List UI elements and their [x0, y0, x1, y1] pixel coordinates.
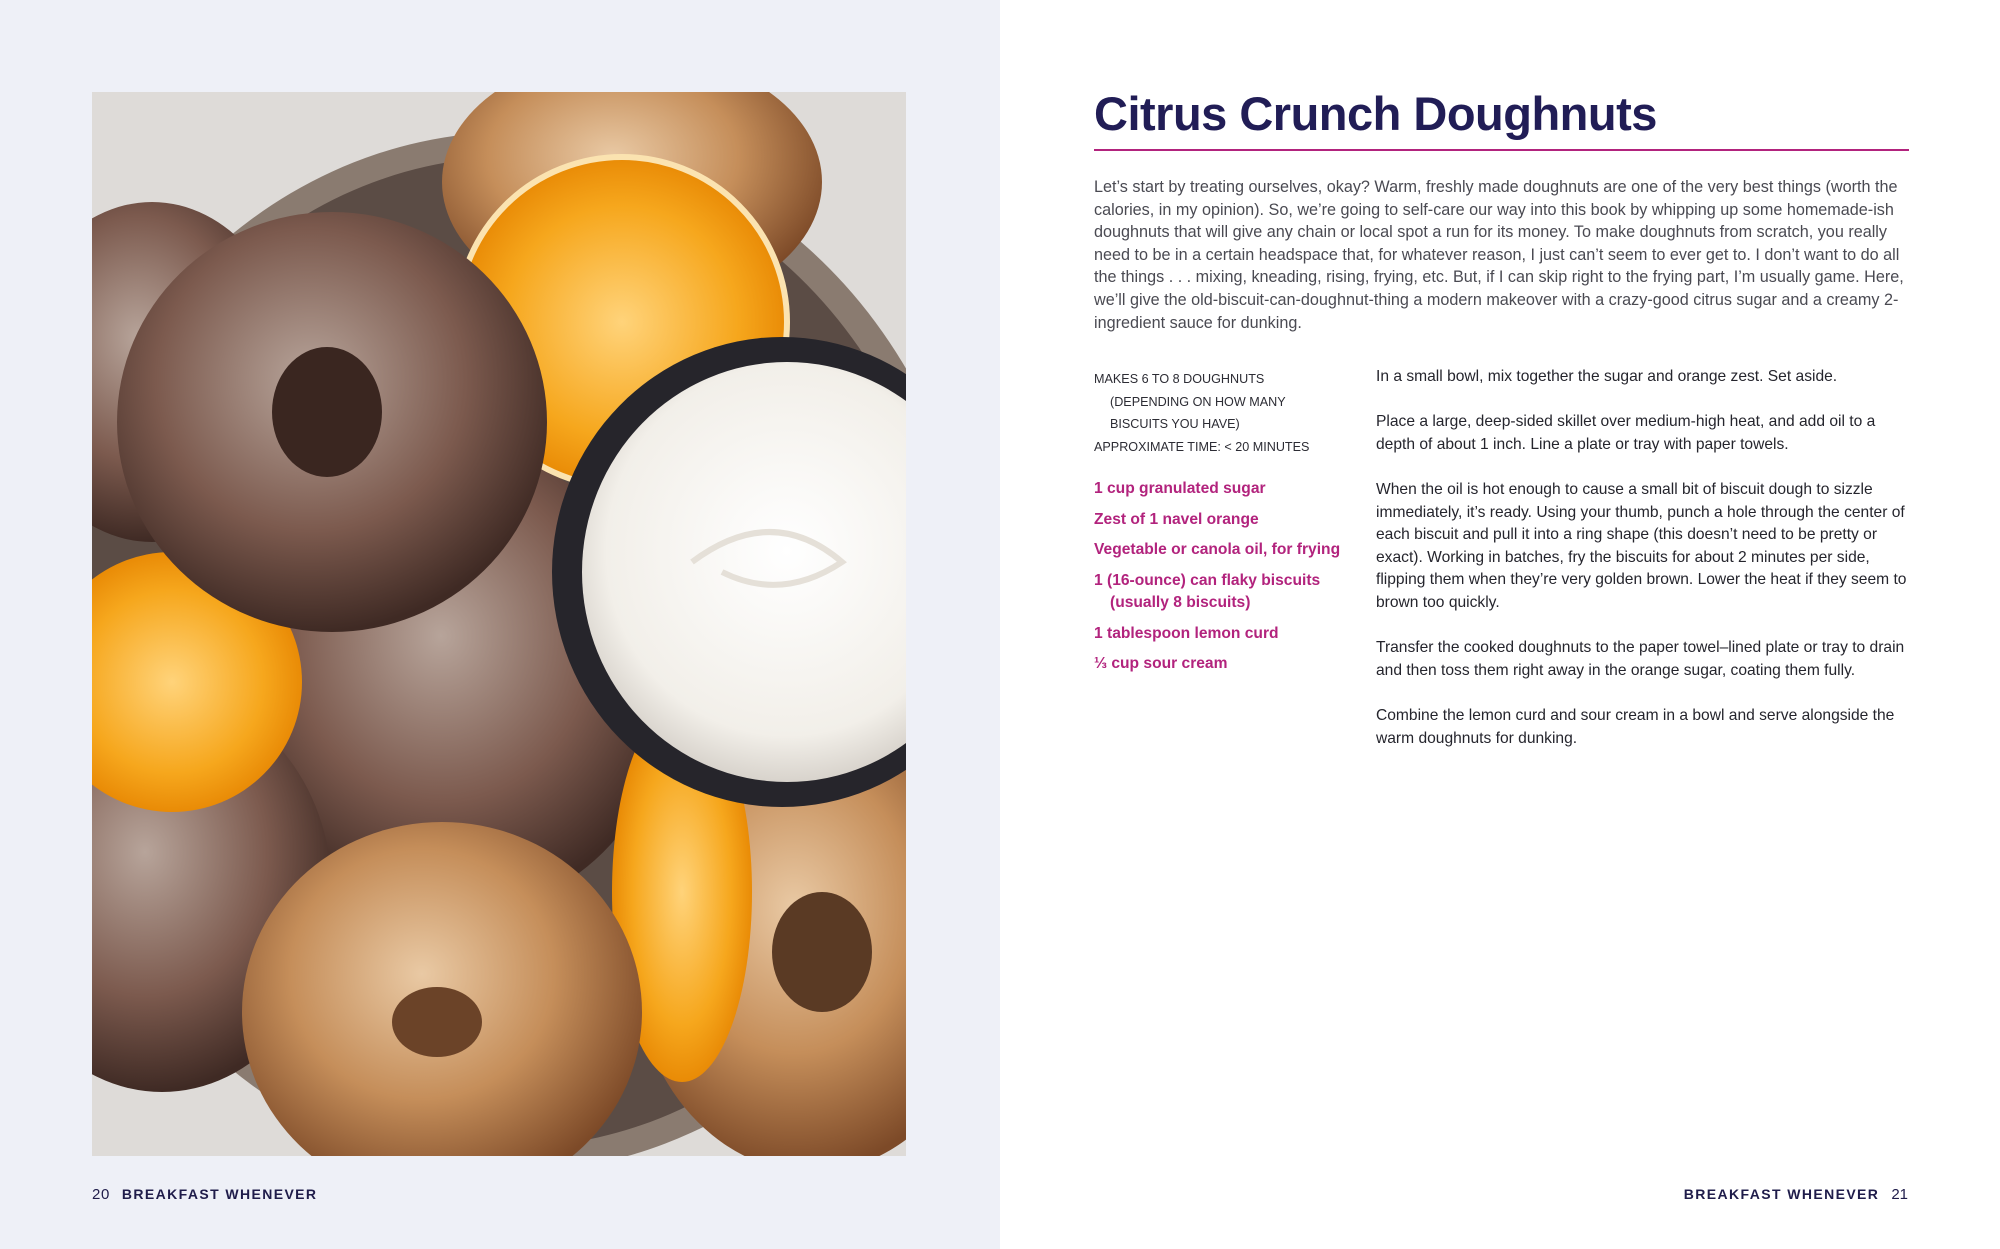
- step-paragraph: Transfer the cooked doughnuts to the paper towel–lined plate or tray to drain and then toss them right away in the orange sugar, coating them fully.: [1376, 639, 1905, 679]
- ingredient-item: Vegetable or canola oil, for frying: [1094, 541, 1341, 558]
- right-page: [1000, 0, 2000, 1249]
- left-folio: [92, 1186, 317, 1203]
- recipe-title: Citrus Crunch Doughnuts: [1094, 86, 1909, 151]
- page-number-right: 21: [1891, 1186, 1908, 1203]
- ingredient-item: 1 cup granulated sugar: [1094, 480, 1266, 497]
- page-number-left: 20: [92, 1186, 110, 1203]
- book-title-right: BREAKFAST WHENEVER: [1683, 1186, 1880, 1202]
- step-paragraph: Place a large, deep-sided skillet over medium-high heat, and add oil to a depth of about 1 inch. Line a plate or tray with paper towels.: [1376, 413, 1876, 453]
- step-paragraph: When the oil is hot enough to cause a small bit of biscuit dough to sizzle immediately, it’s ready. Using your thumb, punch a hole through the center of each biscuit and pull it into a ring shape (this doesn’t need to be pretty or exact). Working in batches, fry the biscuits for about 2 minutes per side, flipping them when they’re very golden brown. Lower the heat if they seem to brown too quickly.: [1376, 480, 1907, 611]
- right-folio: [1684, 1186, 1908, 1203]
- recipe-steps: [1376, 366, 1912, 773]
- ingredient-item: Zest of 1 navel orange: [1094, 510, 1259, 528]
- yield-line-3: BISCUITS YOU HAVE): [1110, 417, 1240, 431]
- step-paragraph: Combine the lemon curd and sour cream in a bowl and serve alongside the warm doughnuts for dunking.: [1376, 706, 1895, 747]
- ingredient-item: 1 (16-ounce) can flaky biscuits (usually 8 biscuits): [1094, 571, 1321, 611]
- ingredient-list: [1094, 478, 1344, 684]
- yield-line-1: MAKES 6 TO 8 DOUGHNUTS: [1094, 372, 1265, 386]
- step-paragraph: In a small bowl, mix together the sugar and orange zest. Set aside.: [1376, 368, 1838, 385]
- approximate-time: APPROXIMATE TIME: < 20 MINUTES: [1094, 439, 1310, 454]
- yield-line-2: (DEPENDING ON HOW MANY: [1110, 394, 1286, 409]
- ingredient-item: ⅓ cup sour cream: [1094, 655, 1228, 672]
- book-title-left: BREAKFAST WHENEVER: [121, 1186, 318, 1202]
- doughnuts-photo: [92, 92, 906, 1156]
- recipe-yield-time: [1094, 368, 1344, 458]
- ingredient-item: 1 tablespoon lemon curd: [1094, 624, 1279, 642]
- recipe-intro: Let’s start by treating ourselves, okay? Warm, freshly made doughnuts are one of the very best things (worth the calories, in my opinion). So, we’re going to self-care our way into this book by whipping up some homemade-ish doughnuts that will give any chain or local spot a run for its money. To make doughnuts from scratch, you really need to be in a certain headspace that, for whatever reason, I just can’t seem to ever get to. I don’t want to do all the things . . . mixing, kneading, rising, frying, etc. But, if I can skip right to the frying part, I’m usually game. Here, we’ll give the old-biscuit-can-doughnut-thing a modern makeover with a crazy-good citrus sugar and a creamy 2-ingredient sauce for dunking.: [1094, 178, 1904, 332]
- doughnuts-illustration: [92, 92, 906, 1156]
